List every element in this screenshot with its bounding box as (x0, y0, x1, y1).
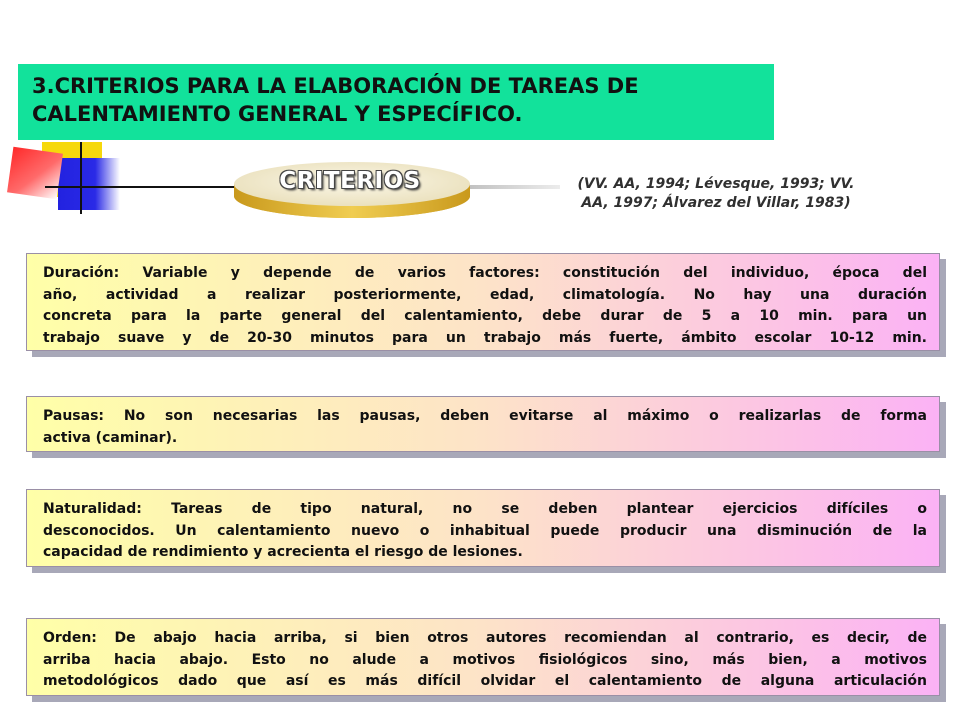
slide-title-line-1: 3.CRITERIOS PARA LA ELABORACIÓN DE TAREAS DE (32, 74, 639, 98)
criterion-text-line: Duración: Variable y depende de varios factores: constitución del individuo, época del (43, 265, 927, 281)
decorative-red-square (7, 147, 63, 200)
criterion-box-duracion (26, 253, 940, 351)
criterion-box-pausas (26, 396, 940, 452)
decorative-horizontal-line (45, 186, 240, 188)
slide-title-line-2: CALENTAMIENTO GENERAL Y ESPECÍFICO. (32, 102, 523, 126)
criterion-text-line: desconocidos. Un calentamiento nuevo o inhabitual puede producir una disminución de la (43, 522, 927, 539)
criterion-box-naturalidad (26, 489, 940, 567)
slide-title (18, 64, 774, 140)
criterion-text-line: activa (caminar). (43, 429, 178, 446)
criterion-text-line: metodológicos dado que así es más difícil olvidar el calentamiento de alguna articulación (43, 673, 927, 689)
decorative-vertical-line (80, 142, 82, 214)
criterion-text-line: Orden: De abajo hacia arriba, si bien otros autores recomiendan al contrario, es decir, de (43, 630, 927, 646)
criterion-box-orden (26, 618, 940, 696)
bibliographic-reference (548, 175, 884, 213)
criterion-text-line: concreta para la parte general del calentamiento, debe durar de 5 a 10 min. para un (43, 308, 927, 324)
criterios-badge-label: CRITERIOS (279, 168, 421, 194)
reference-line-2: AA, 1997; Álvarez del Villar, 1983) (581, 195, 851, 211)
decorative-blue-square (58, 158, 120, 210)
criterion-text-line: trabajo suave y de 20-30 minutos para un trabajo más fuerte, ámbito escolar 10-12 min. (43, 329, 927, 346)
criterion-text-line: Pausas: No son necesarias las pausas, deben evitarse al máximo o realizarlas de forma (43, 408, 927, 424)
criterion-text-line: capacidad de rendimiento y acrecienta el riesgo de lesiones. (43, 544, 523, 560)
criterion-text-line: Naturalidad: Tareas de tipo natural, no se deben plantear ejercicios difíciles o (43, 501, 927, 517)
criterion-text-line: arriba hacia abajo. Esto no alude a motivos fisiológicos sino, más bien, a motivos (43, 651, 927, 668)
criterion-text-line: año, actividad a realizar posteriormente, edad, climatología. No hay una duración (43, 286, 927, 303)
reference-line-1: (VV. AA, 1994; Lévesque, 1993; VV. (577, 176, 855, 192)
